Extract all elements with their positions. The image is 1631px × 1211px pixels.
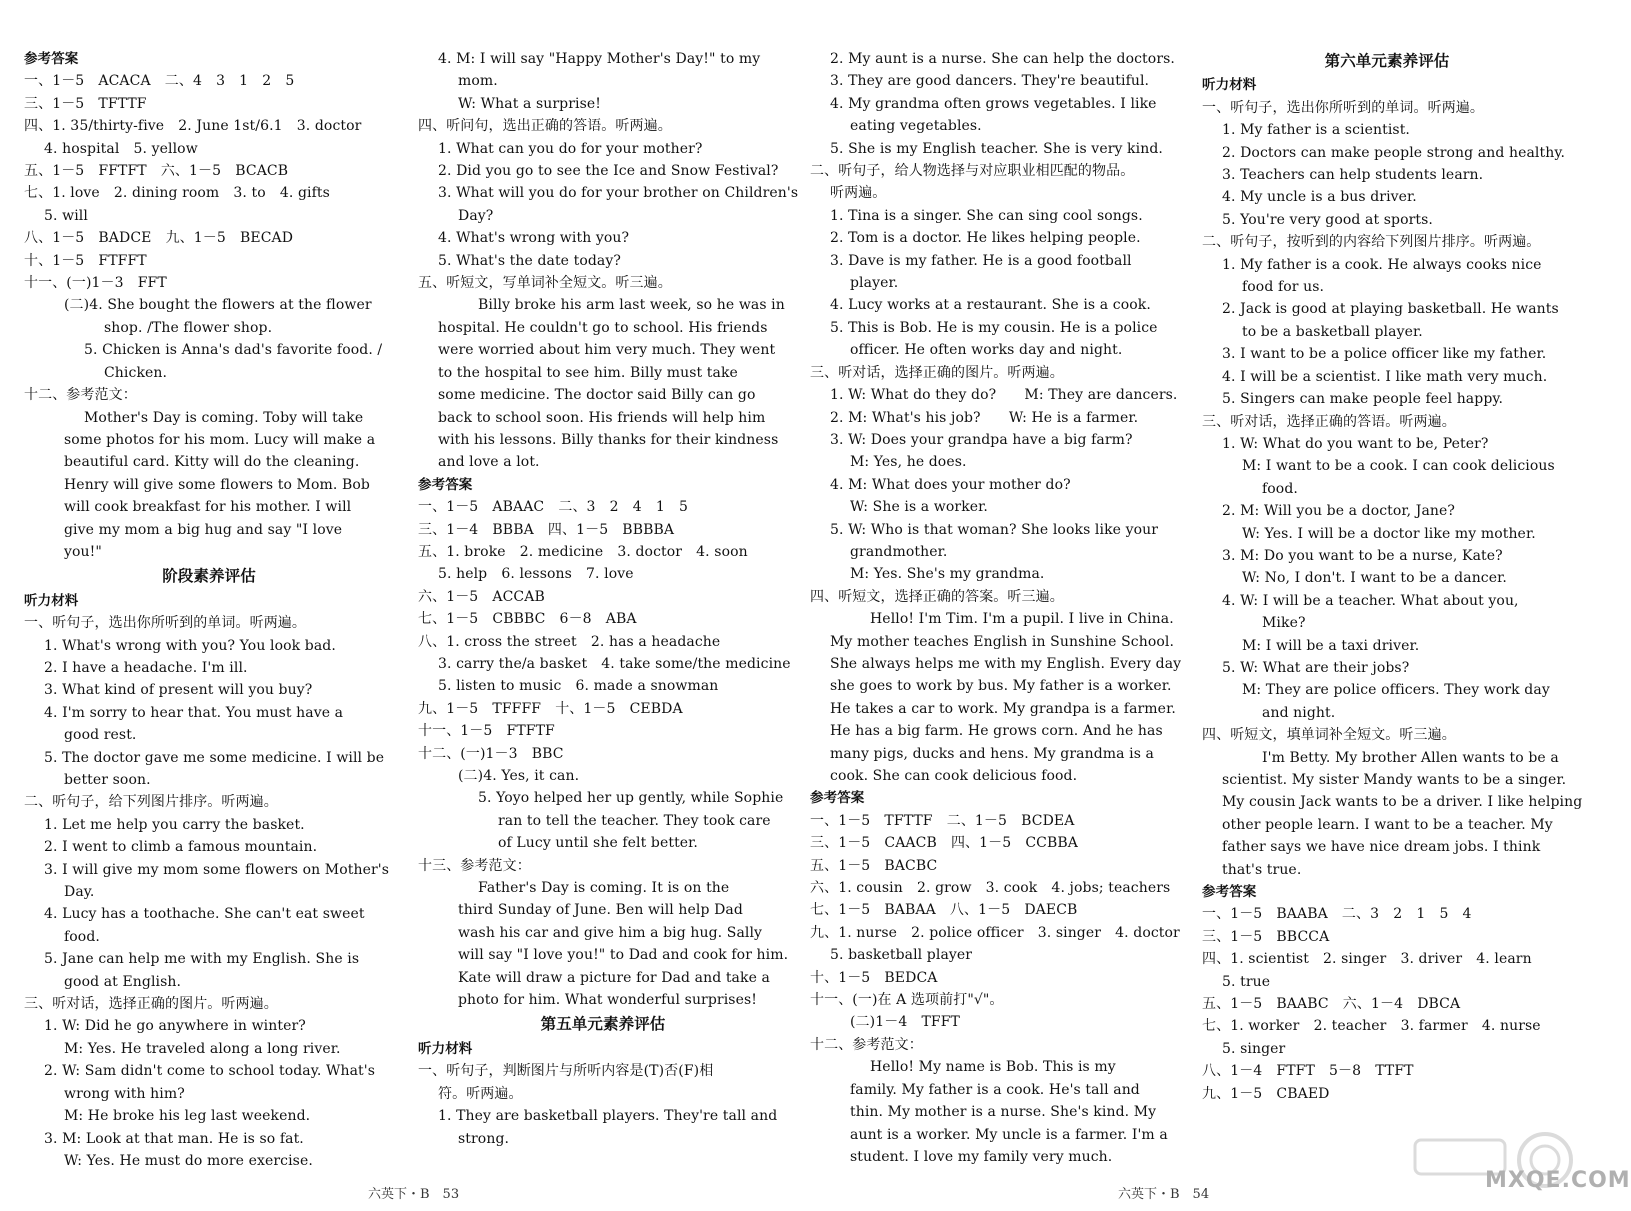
text-line: 4. Lucy works at a restaurant. She is a cook. [830, 297, 1151, 314]
text-line: 3. Teachers can help students learn. [1222, 167, 1484, 184]
text-line: 3. M: Look at that man. He is so fat. [44, 1130, 304, 1147]
text-line: Mike? [1262, 615, 1306, 632]
text-line: 3. I want to be a police officer like my father. [1222, 346, 1547, 363]
text-line: W: Yes. I will be a doctor like my mother. [1242, 525, 1536, 542]
text-line: 2. I went to climb a famous mountain. [44, 839, 318, 856]
text-line: with his lessons. Billy thanks for their kindness [438, 431, 779, 448]
text-line: 4. I will be a scientist. I like math very much. [1222, 368, 1548, 385]
text-line: 四、听短文，填单词补全短文。听三遍。 [1202, 727, 1456, 744]
text-line: He takes a car to work. My grandpa is a farmer. [830, 700, 1176, 717]
text-line: 1. They are basketball players. They're tall and [438, 1108, 778, 1125]
text-line: 5. Singers can make people feel happy. [1222, 391, 1504, 408]
text-line: My mother teaches English in Sunshine School. [830, 633, 1175, 650]
text-line: give my mom a big hug and say "I love [64, 521, 343, 538]
text-line: 3. What kind of present will you buy? [44, 682, 313, 699]
text-line: W: What a surprise! [458, 95, 601, 112]
text-line: 一、听句子，选出你所听到的单词。听两遍。 [1202, 99, 1484, 116]
text-line: Henry will give some flowers to Mom. Bob [64, 476, 370, 493]
subsection-heading: 参考答案 [810, 790, 865, 807]
text-line: My cousin Jack wants to be a driver. I like helping [1222, 794, 1583, 811]
section-title: 第六单元素养评估 [1324, 52, 1450, 70]
text-line: 六、1－5 ACCAB [418, 588, 545, 605]
text-line: 1. W: What do they do? M: They are dancers. [830, 387, 1178, 404]
text-line: 四、1. 35/thirty-five 2. June 1st/6.1 3. doctor [24, 118, 362, 135]
text-line: 1. What can you do for your mother? [438, 140, 703, 157]
text-line: 八、1－5 BADCE 九、1－5 BECAD [24, 230, 294, 247]
text-line: 4. My uncle is a bus driver. [1222, 189, 1417, 206]
text-line: beautiful card. Kitty will do the cleaning. [64, 454, 360, 471]
subsection-heading: 听力材料 [24, 592, 79, 609]
text-line: some medicine. The doctor said Billy can go [438, 387, 756, 404]
text-line: grandmother. [850, 543, 948, 560]
text-line: W: Yes. He must do more exercise. [64, 1152, 313, 1169]
text-line: 1. Tina is a singer. She can sing cool songs. [830, 207, 1143, 224]
text-line: 三、听对话，选择正确的图片。听两遍。 [24, 996, 278, 1013]
text-line: 六、1. cousin 2. grow 3. cook 4. jobs; teachers [810, 880, 1171, 897]
text-line: 一、听句子，选出你所听到的单词。听两遍。 [24, 615, 306, 632]
text-line: 十二、(一)1－3 BBC [418, 745, 564, 762]
text-line: 5. help 6. lessons 7. love [438, 566, 634, 583]
text-line: 4. What's wrong with you? [438, 230, 630, 247]
text-line: 5. listen to music 6. made a snowman [438, 678, 719, 695]
text-line: eating vegetables. [850, 118, 982, 135]
text-line: 九、1－5 TFFFF 十、1－5 CEBDA [418, 700, 683, 717]
text-line: better soon. [64, 772, 151, 788]
text-line: 一、1－5 ACACA 二、4 3 1 2 5 [24, 73, 295, 90]
column-1 [24, 48, 394, 1172]
text-line: Kate will draw a picture for Dad and take a [458, 969, 770, 986]
subsection-heading: 听力材料 [1202, 77, 1257, 94]
text-line: M: Yes. She's my grandma. [850, 566, 1045, 583]
text-line: food. [1262, 480, 1298, 497]
text-line: 2. I have a headache. I'm ill. [44, 659, 248, 676]
text-line: 5. will [44, 207, 88, 224]
text-line: 十二、参考范文： [810, 1036, 923, 1053]
text-line: 五、1. broke 2. medicine 3. doctor 4. soon [418, 543, 748, 560]
text-line: 五、1－5 BACBC [810, 857, 938, 874]
text-line: 十一、(一)在 A 选项前打"√"。 [810, 992, 1004, 1009]
text-line: 四、听短文，选择正确的答案。听三遍。 [810, 588, 1064, 605]
text-line: 三、1－4 BBBA 四、1－5 BBBBA [418, 521, 675, 538]
text-line: 5. You're very good at sports. [1222, 211, 1433, 228]
text-line: 5. singer [1222, 1040, 1286, 1057]
text-line: Hello! My name is Bob. This is my [870, 1059, 1116, 1076]
text-line: 2. My aunt is a nurse. She can help the doctors. [830, 51, 1175, 67]
text-line: 4. M: I will say "Happy Mother's Day!" to my [438, 51, 761, 67]
text-line: 5. Chicken is Anna's dad's favorite food. / [84, 342, 383, 359]
text-line: M: Yes, he does. [850, 454, 967, 471]
text-line: 2. Jack is good at playing basketball. He wants [1222, 301, 1559, 318]
text-line: 七、1. worker 2. teacher 3. farmer 4. nurse [1202, 1018, 1541, 1035]
text-line: that's true. [1222, 861, 1302, 878]
text-line: wash his car and give him a big hug. Sally [458, 924, 763, 941]
text-line: will say "I love you!" to Dad and cook for him. [458, 947, 789, 964]
text-line: 5. true [1222, 973, 1271, 990]
section-title: 第五单元素养评估 [540, 1015, 666, 1034]
text-line: 4. My grandma often grows vegetables. I like [830, 95, 1157, 112]
text-line: 三、听对话，选择正确的答语。听两遍。 [1202, 413, 1456, 430]
text-line: Father's Day is coming. It is on the [478, 880, 730, 897]
text-line: 1. W: Did he go anywhere in winter? [44, 1018, 306, 1035]
text-line: 十二、参考范文： [24, 387, 137, 404]
subsection-heading: 参考答案 [1202, 884, 1257, 901]
subsection-heading: 参考答案 [418, 476, 473, 493]
text-line: scientist. My sister Mandy wants to be a singer. [1222, 772, 1567, 788]
text-line: third Sunday of June. Ben will help Dad [458, 902, 743, 919]
text-line: thin. My mother is a nurse. She's kind. My [850, 1104, 1157, 1121]
text-line: 二、听句子，给人物选择与对应职业相匹配的物品。 [810, 163, 1135, 180]
text-line: 3. carry the/a basket 4. take some/the medicine [438, 655, 791, 672]
text-line: M: Yes. He traveled along a long river. [64, 1040, 341, 1057]
subsection-heading: 参考答案 [24, 51, 79, 67]
text-line: she goes to work by bus. My father is a worker. [830, 678, 1172, 695]
section-title: 阶段素养评估 [162, 567, 256, 586]
text-line: 4. W: I will be a teacher. What about you, [1222, 592, 1519, 609]
text-line: W: No, I don't. I want to be a dancer. [1242, 570, 1507, 587]
text-line: aunt is a worker. My uncle is a farmer. I'm a [850, 1126, 1168, 1143]
text-line: 3. M: Do you want to be a nurse, Kate? [1222, 547, 1503, 564]
text-line: 5. W: Who is that woman? She looks like your [830, 521, 1159, 538]
text-line: 九、1. nurse 2. police officer 3. singer 4. doctor [810, 924, 1180, 941]
text-line: 4. hospital 5. yellow [44, 140, 198, 157]
text-line: 七、1－5 BABAA 八、1－5 DAECB [810, 902, 1078, 919]
text-line: (二)4. She bought the flowers at the flower [64, 297, 372, 314]
text-line: food for us. [1242, 279, 1325, 296]
text-line: 3. They are good dancers. They're beautiful. [830, 73, 1150, 90]
text-line: 5. She is my English teacher. She is very kind. [830, 140, 1163, 157]
text-line: officer. He often works day and night. [850, 342, 1123, 359]
text-line: other people learn. I want to be a teacher. My [1222, 816, 1553, 833]
text-line: 五、听短文，写单词补全短文。听三遍。 [418, 275, 672, 292]
text-line: 四、1. scientist 2. singer 3. driver 4. learn [1202, 951, 1532, 968]
text-line: 3. What will you do for your brother on Children's [438, 185, 799, 202]
text-line: 1. My father is a scientist. [1222, 122, 1410, 139]
text-line: 七、1－5 CBBBC 6－8 ABA [418, 611, 637, 628]
text-line: strong. [458, 1130, 510, 1147]
text-line: 3. Dave is my father. He is a good football [830, 252, 1132, 269]
text-line: student. I love my family very much. [850, 1148, 1113, 1165]
text-line: (二)4. Yes, it can. [458, 768, 580, 784]
text-line: 九、1－5 CBAED [1202, 1085, 1330, 1102]
text-line: 五、1－5 BAABC 六、1－4 DBCA [1202, 996, 1461, 1013]
text-line: family. My father is a cook. He's tall and [850, 1081, 1140, 1098]
text-line: 1. What's wrong with you? You look bad. [44, 637, 336, 654]
page-number-left: 六英下・B 53 [368, 1187, 460, 1202]
text-line: back to school soon. His friends will help him [438, 409, 766, 426]
text-line: 三、1－5 TFTTF [24, 95, 147, 112]
text-line: 十三、参考范文： [418, 857, 531, 874]
text-line: 4. Lucy has a toothache. She can't eat sweet [44, 906, 365, 923]
text-line: 十、1－5 FTFFT [24, 252, 147, 269]
text-line: of Lucy until she felt better. [498, 835, 698, 852]
text-line: 十一、1－5 FTFTF [418, 723, 555, 740]
text-line: mom. [458, 73, 498, 90]
column-2 [418, 48, 799, 1150]
text-line: 2. M: What's his job? W: He is a farmer. [830, 409, 1139, 426]
text-line: ran to tell the teacher. They took care [498, 812, 771, 829]
column-4 [1202, 48, 1583, 1105]
text-line: 一、1－5 TFTTF 二、1－5 BCDEA [810, 812, 1075, 829]
text-line: 三、1－5 BBCCA [1202, 928, 1330, 945]
text-line: M: He broke his leg last weekend. [64, 1108, 311, 1125]
text-line: Hello! I'm Tim. I'm a pupil. I live in China. [870, 611, 1174, 628]
text-line: to the hospital to see him. Billy must take [438, 364, 738, 381]
text-line: 一、1－5 BAABA 二、3 2 1 5 4 [1202, 906, 1472, 923]
text-line: She always helps me with my English. Every day [830, 655, 1182, 672]
text-line: 二、听句子，按听到的内容给下列图片排序。听两遍。 [1202, 234, 1541, 251]
text-line: (二)1－4 TFFT [850, 1014, 960, 1031]
text-line: W: She is a worker. [850, 499, 988, 516]
text-line: and love a lot. [438, 454, 540, 471]
text-line: 符。听两遍。 [438, 1085, 523, 1102]
text-line: 1. Let me help you carry the basket. [44, 816, 305, 833]
text-line: 八、1－4 FTFT 5－8 TTFT [1202, 1063, 1414, 1080]
text-line: He has a big farm. He grows corn. And he has [830, 723, 1163, 740]
text-line: Mother's Day is coming. Toby will take [84, 409, 364, 426]
text-line: 4. M: What does your mother do? [830, 476, 1071, 493]
text-line: 八、1. cross the street 2. has a headache [418, 633, 721, 650]
text-line: and night. [1262, 704, 1336, 721]
text-line: 3. I will give my mom some flowers on Mother's [44, 861, 390, 878]
text-line: 三、听对话，选择正确的图片。听两遍。 [810, 364, 1064, 381]
subsection-heading: 听力材料 [418, 1040, 473, 1057]
text-line: cook. She can cook delicious food. [830, 768, 1078, 784]
text-line: you!" [64, 543, 102, 560]
text-line: 2. Doctors can make people strong and healthy. [1222, 144, 1566, 161]
text-line: Billy broke his arm last week, so he was in [478, 297, 785, 314]
text-line: father says we have nice dream jobs. I think [1222, 839, 1541, 856]
watermark-text: MXQE.COM [1485, 1168, 1631, 1193]
text-line: 5. What's the date today? [438, 252, 621, 269]
text-line: 5. W: What are their jobs? [1222, 659, 1410, 676]
text-line: good rest. [64, 727, 137, 744]
text-line: player. [850, 275, 899, 292]
text-line: 1. W: What do you want to be, Peter? [1222, 435, 1489, 452]
text-line: food. [64, 928, 100, 945]
page-number-right: 六英下・B 54 [1118, 1187, 1210, 1202]
text-line: were worried about him very much. They went [438, 342, 776, 359]
text-line: 十、1－5 BEDCA [810, 969, 938, 986]
text-line: many pigs, ducks and hens. My grandma is a [830, 745, 1155, 762]
text-line: 5. Jane can help me with my English. She is [44, 951, 360, 968]
text-line: I'm Betty. My brother Allen wants to be a [1262, 749, 1559, 766]
text-line: 一、听句子，判断图片与所听内容是(T)否(F)相 [418, 1063, 714, 1080]
text-line: 三、1－5 CAACB 四、1－5 CCBBA [810, 835, 1078, 852]
text-line: M: They are police officers. They work day [1242, 682, 1550, 699]
text-line: 1. My father is a cook. He always cooks nice [1222, 256, 1542, 273]
text-line: 一、1－5 ABAAC 二、3 2 4 1 5 [418, 499, 688, 516]
text-line: Day? [458, 207, 494, 224]
text-line: 2. W: Sam didn't come to school today. What's [44, 1063, 375, 1080]
text-line: some photos for his mom. Lucy will make a [64, 431, 376, 448]
text-line: hospital. He couldn't go to school. His friends [438, 319, 768, 336]
text-line: 听两遍。 [830, 185, 887, 202]
text-line: good at English. [64, 973, 182, 990]
text-line: M: I will be a taxi driver. [1242, 637, 1420, 654]
text-line: 十一、(一)1－3 FFT [24, 275, 167, 292]
text-line: 二、听句子，给下列图片排序。听两遍。 [24, 794, 278, 811]
text-line: Chicken. [104, 364, 168, 381]
text-line: will cook breakfast for his mother. I will [64, 499, 352, 516]
text-line: 5. This is Bob. He is my cousin. He is a police [830, 319, 1158, 336]
text-line: 七、1. love 2. dining room 3. to 4. gifts [24, 185, 330, 202]
text-line: wrong with him? [64, 1085, 185, 1102]
text-line: 3. W: Does your grandpa have a big farm? [830, 431, 1133, 448]
text-line: photo for him. What wonderful surprises! [458, 992, 757, 1009]
text-line: M: I want to be a cook. I can cook delicious [1242, 458, 1555, 475]
text-line: 2. M: Will you be a doctor, Jane? [1222, 503, 1456, 520]
column-3 [810, 48, 1180, 1168]
text-line: shop. /The flower shop. [104, 319, 273, 336]
text-line: 2. Did you go to see the Ice and Snow Festival? [438, 163, 779, 180]
text-line: 5. The doctor gave me some medicine. I will be [44, 749, 385, 766]
text-line: Day. [64, 884, 95, 901]
text-line: 2. Tom is a doctor. He likes helping people. [830, 230, 1141, 247]
text-line: 4. I'm sorry to hear that. You must have a [44, 704, 344, 721]
text-line: 5. basketball player [830, 947, 973, 964]
text-line: to be a basketball player. [1242, 323, 1423, 340]
text-line: 五、1－5 FFTFT 六、1－5 BCACB [24, 163, 289, 180]
text-line: 四、听问句，选出正确的答语。听两遍。 [418, 118, 672, 135]
text-line: 5. Yoyo helped her up gently, while Sophie [478, 790, 784, 807]
